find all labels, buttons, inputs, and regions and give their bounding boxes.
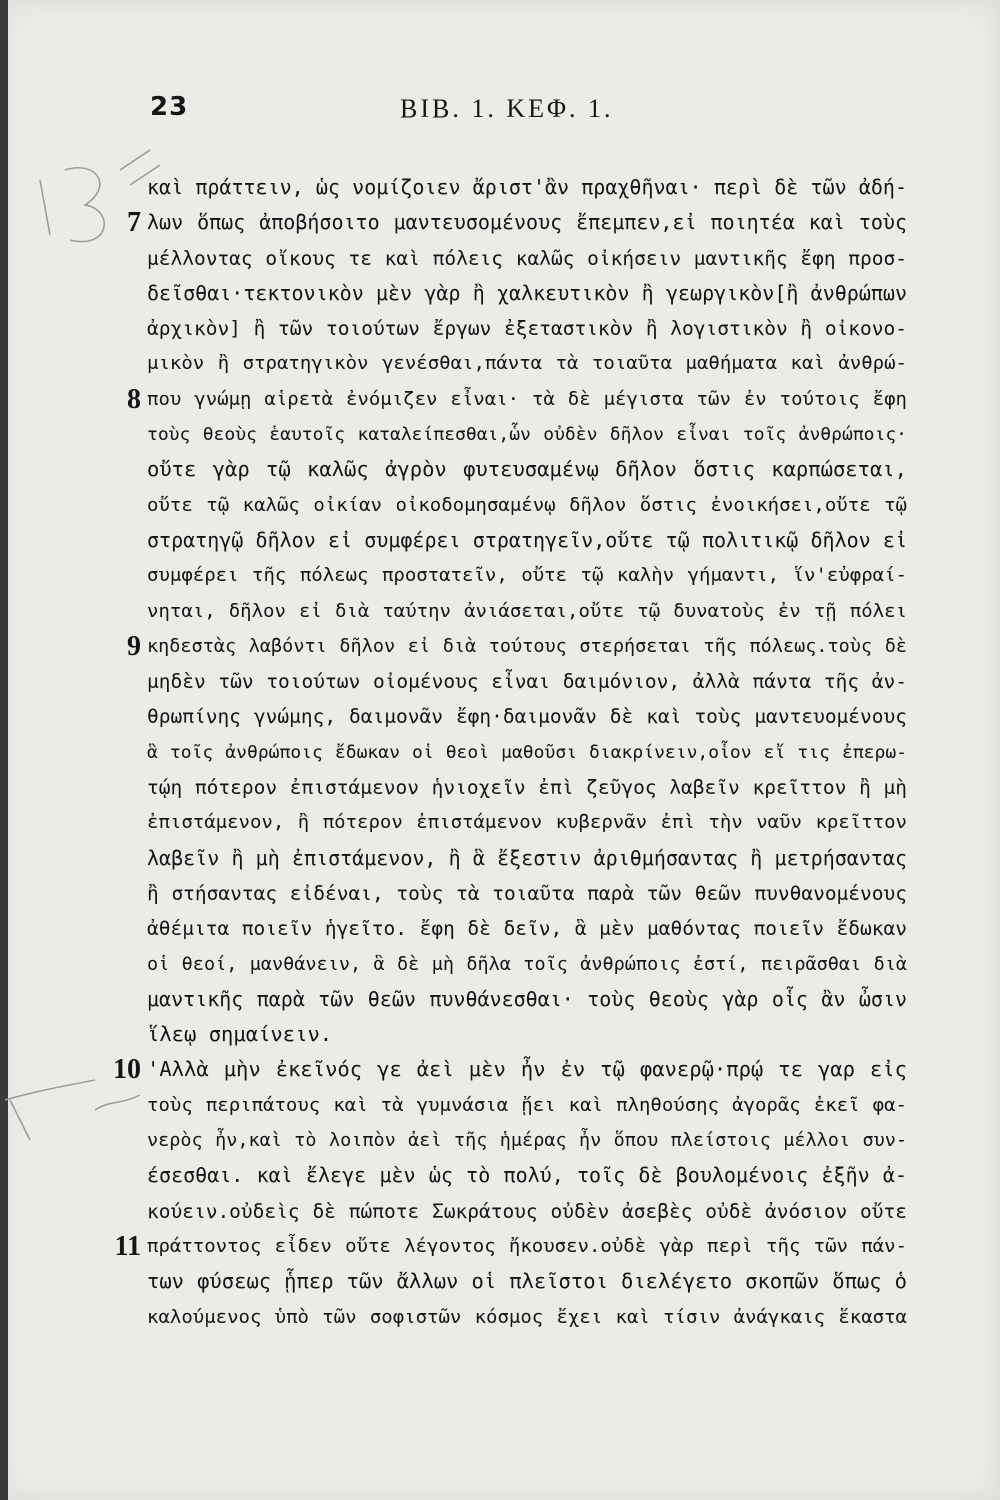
text-line — [147, 876, 907, 911]
text-line — [147, 241, 907, 276]
line-text: καλούμενος ὑπὸ τῶν σοφιστῶν κόσμος ἔχει καὶ τίσιν ἀνάγκαις ἕκαστα — [147, 1305, 907, 1328]
line-text: ἀρχικὸν] ἢ τῶν τοιούτων ἔργων ἐξεταστικὸν ἢ λογιστικὸν ἢ οἰκονο- — [147, 317, 907, 341]
text-line — [147, 346, 907, 381]
line-text: λαβεῖν ἢ μὴ ἐπιστάμενον, ἢ ἃ ἔξεστιν ἀριθμήσαντας ἢ μετρήσαντας — [147, 845, 907, 870]
line-text: πράττοντος εἶδεν οὔτε λέγοντος ἤκουσεν.οὐδὲ γὰρ περὶ τῆς τῶν πάν- — [147, 1234, 907, 1257]
line-text: μικὸν ἢ στρατηγικὸν γενέσθαι,πάντα τὰ τοιαῦτα μαθήματα καὶ ἀνθρώ- — [147, 352, 907, 375]
line-text: νηται, δῆλον εἰ διὰ ταύτην ἀνιάσεται,οὔτε τῷ δυνατοὺς ἐν τῇ πόλει — [147, 599, 907, 622]
line-text: ἃ τοῖς ἀνθρώποις ἔδωκαν οἱ θεοὶ μαθοῦσι διακρίνειν,οἷον εἴ τις ἐπερω- — [147, 741, 907, 763]
line-text: στρατηγῷ δῆλον εἰ συμφέρει στρατηγεῖν,οὔτε τῷ πολιτικῷ δῆλον εἰ — [147, 527, 907, 552]
text-line — [147, 276, 907, 311]
line-text: τοὺς θεοὺς ἑαυτοῖς καταλείπεσθαι,ὧν οὐδὲν δῆλον εἶναι τοῖς ἀνθρώποις· — [147, 424, 907, 446]
text-line — [147, 558, 907, 593]
text-line — [147, 523, 907, 558]
body-text — [113, 170, 907, 1335]
text-line — [114, 1229, 907, 1264]
line-text: θρωπίνης γνώμης, δαιμονᾶν ἔφη·δαιμονᾶν δὲ καὶ τοὺς μαντευομένους — [147, 705, 907, 729]
text-line — [147, 417, 907, 452]
line-text: νερὸς ἦν,καὶ τὸ λοιπὸν ἀεὶ τῆς ἡμέρας ἦν ὅπου πλείστοις μέλλοι συν- — [147, 1130, 907, 1152]
line-text: ἵλεῳ σημαίνειν. — [147, 1022, 333, 1047]
page-edge-shadow — [0, 0, 8, 1500]
line-text: λων ὅπως ἀποβήσοιτο μαντευσομένους ἔπεμπεν,εἰ ποιητέα καὶ τοὺς — [147, 210, 907, 235]
text-line — [147, 1017, 907, 1052]
text-line — [113, 1052, 907, 1087]
line-text: μαντικῆς παρὰ τῶν θεῶν πυνθάνεσθαι· τοὺς θεοὺς γὰρ οἷς ἂν ὦσιν — [147, 986, 907, 1011]
line-text: κηδεστὰς λαβόντι δῆλον εἰ διὰ τούτους στερήσεται τῆς πόλεως.τοὺς δὲ — [147, 635, 907, 657]
text-line — [147, 805, 907, 840]
text-line — [147, 911, 907, 946]
line-text: των φύσεως ᾗπερ τῶν ἄλλων οἱ πλεῖστοι διελέγετο σκοπῶν ὅπως ὁ — [147, 1269, 907, 1294]
text-line — [147, 1158, 907, 1193]
line-text: οὔτε γὰρ τῷ καλῶς ἀγρὸν φυτευσαμένῳ δῆλον ὅστις καρπώσεται, — [147, 457, 907, 482]
line-text: δεῖσθαι·τεκτονικὸν μὲν γὰρ ἢ χαλκευτικὸν ἢ γεωργικὸν[ἢ ἀνθρώπων — [147, 280, 907, 305]
text-line — [147, 1264, 907, 1299]
text-line — [147, 735, 907, 770]
line-text: ἢ στήσαντας εἰδέναι, τοὺς τὰ τοιαῦτα παρὰ τῶν θεῶν πυνθανομένους — [147, 881, 907, 905]
section-number: 11 — [114, 1230, 141, 1262]
line-text: τῴη πότερον ἐπιστάμενον ἡνιοχεῖν ἐπὶ ζεῦγος λαβεῖν κρεῖττον ἢ μὴ — [147, 776, 907, 800]
page-number: 23 — [150, 92, 189, 122]
text-line — [127, 382, 907, 417]
text-line — [147, 452, 907, 487]
text-line — [147, 170, 907, 205]
page-header — [150, 92, 910, 132]
text-line — [147, 947, 907, 982]
text-line — [147, 841, 907, 876]
text-line — [147, 699, 907, 734]
text-line — [147, 770, 907, 805]
text-line — [147, 664, 907, 699]
text-line — [147, 1300, 907, 1335]
text-line — [147, 488, 907, 523]
text-line — [147, 1123, 907, 1158]
text-line — [127, 629, 907, 664]
running-head: ΒΙΒ. 1. ΚΕΦ. 1. — [400, 94, 614, 123]
text-line — [127, 205, 907, 240]
line-text: έσεσθαι. καὶ ἔλεγε μὲν ὡς τὸ πολύ, τοῖς δὲ βουλομένοις ἐξῆν ἀ- — [147, 1163, 907, 1188]
text-line — [147, 1088, 907, 1123]
text-line — [147, 982, 907, 1017]
section-number: 9 — [127, 630, 141, 662]
line-text: 'Αλλὰ μὴν ἐκεῖνός γε ἀεὶ μὲν ἦν ἐν τῷ φανερῷ·πρῴ τε γαρ εἰς — [147, 1057, 907, 1082]
section-number: 8 — [127, 383, 141, 415]
line-text: οὔτε τῷ καλῶς οἰκίαν οἰκοδομησαμένῳ δῆλον ὅστις ἐνοικήσει,οὔτε τῷ — [147, 493, 907, 516]
section-number: 7 — [127, 207, 141, 239]
line-text: μέλλοντας οἴκους τε καὶ πόλεις καλῶς οἰκήσειν μαντικῆς ἔφη προσ- — [147, 246, 907, 270]
text-line — [147, 311, 907, 346]
line-text: ἀθέμιτα ποιεῖν ἡγεῖτο. ἔφη δὲ δεῖν, ἃ μὲν μαθόντας ποιεῖν ἔδωκαν — [147, 917, 907, 941]
line-text: οἱ θεοί, μανθάνειν, ἃ δὲ μὴ δῆλα τοῖς ἀνθρώποις ἐστί, πειρᾶσθαι διὰ — [147, 953, 907, 975]
line-text: ἐπιστάμενον, ἢ πότερον ἐπιστάμενον κυβερνᾶν ἐπὶ τὴν ναῦν κρεῖττον — [147, 811, 907, 834]
section-number: 10 — [113, 1054, 141, 1086]
line-text: συμφέρει τῆς πόλεως προστατεῖν, οὔτε τῷ καλὴν γήμαντι, ἵν'εὐφραί- — [147, 564, 907, 587]
line-text: που γνώμῃ αἱρετὰ ἐνόμιζεν εἶναι· τὰ δὲ μέγιστα τῶν ἐν τούτοις ἔφη — [147, 387, 907, 410]
text-line — [147, 1194, 907, 1229]
line-text: τοὺς περιπάτους καὶ τὰ γυμνάσια ᾔει καὶ πληθούσης ἀγορᾶς ἐκεῖ φα- — [147, 1093, 907, 1116]
line-text: μηδὲν τῶν τοιούτων οἰομένους εἶναι δαιμόνιον, ἀλλὰ πάντα τῆς ἀν- — [147, 670, 907, 694]
line-text: κούειν.οὐδεὶς δὲ πώποτε Σωκράτους οὐδὲν ἀσεβὲς οὐδὲ ἀνόσιον οὔτε — [147, 1199, 907, 1223]
text-line — [147, 594, 907, 629]
line-text: καὶ πράττειν, ὡς νομίζοιεν ἄριστ'ἂν πραχθῆναι· περὶ δὲ τῶν ἀδή- — [147, 175, 907, 199]
